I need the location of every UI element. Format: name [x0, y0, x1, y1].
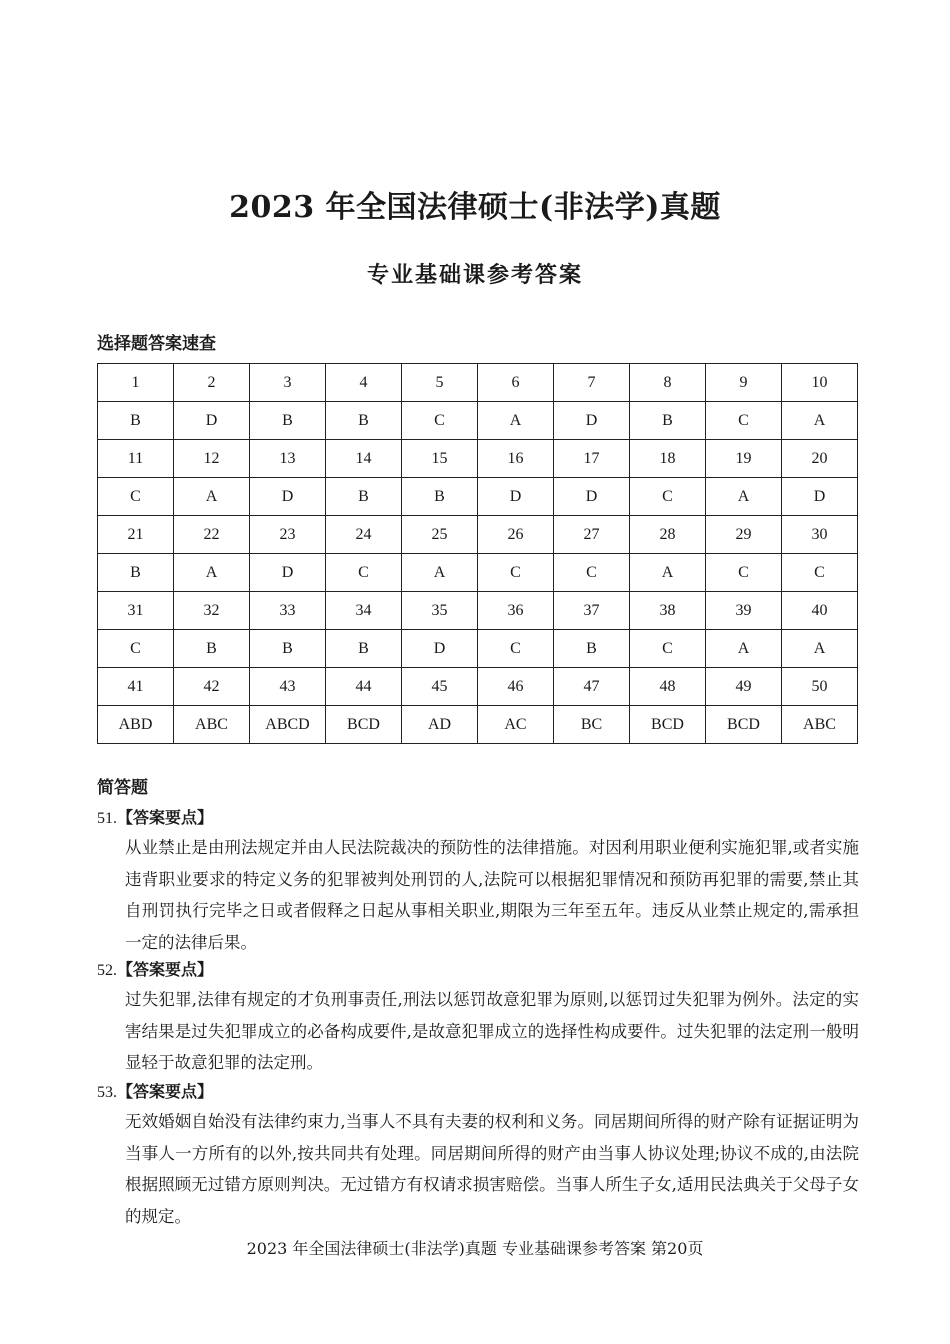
answer-cell: A — [174, 554, 250, 592]
question-number-cell: 42 — [174, 668, 250, 706]
page-subtitle: 专业基础课参考答案 — [366, 263, 583, 288]
question-number-cell: 41 — [98, 668, 174, 706]
question-number-cell: 1 — [98, 364, 174, 402]
answer-cell: D — [554, 402, 630, 440]
question-52 — [97, 956, 859, 1079]
answer-cell: B — [630, 402, 706, 440]
answer-cell: D — [554, 478, 630, 516]
answer-cell: B — [326, 630, 402, 668]
question-number-cell: 5 — [402, 364, 478, 402]
answer-cell: ABCD — [250, 706, 326, 744]
question-number: 51. — [97, 810, 117, 827]
question-number-cell: 6 — [478, 364, 554, 402]
question-number-cell: 38 — [630, 592, 706, 630]
answer-row — [98, 402, 858, 440]
answer-cell: C — [402, 402, 478, 440]
answer-points-tag: 【答案要点】 — [117, 960, 214, 979]
question-answer-text: 从业禁止是由刑法规定并由人民法院裁决的预防性的法律措施。对因利用职业便利实施犯罪,或者实施违背职业要求的特定义务的犯罪被判处刑罚的人,法院可以根据犯罪情况和预防再犯罪的需要,禁止其自刑罚执行完毕之日或者假释之日起从事相关职业,期限为三年至五年。违反从业禁止规定的,需承担一定的法律后果。 — [125, 838, 859, 952]
question-number-cell: 19 — [706, 440, 782, 478]
answer-cell: C — [98, 630, 174, 668]
question-51 — [97, 804, 859, 958]
question-number-cell: 11 — [98, 440, 174, 478]
question-number-cell: 46 — [478, 668, 554, 706]
page-title: 2023 年全国法律硕士(非法学)真题 — [229, 190, 721, 225]
answer-cell: B — [98, 402, 174, 440]
question-number-cell: 49 — [706, 668, 782, 706]
answer-cell: C — [478, 554, 554, 592]
question-number-cell: 15 — [402, 440, 478, 478]
answer-cell: A — [478, 402, 554, 440]
answer-cell: A — [782, 402, 858, 440]
question-number: 53. — [97, 1084, 117, 1101]
answer-cell: BCD — [630, 706, 706, 744]
question-number-row — [98, 516, 858, 554]
question-number-cell: 44 — [326, 668, 402, 706]
question-number-cell: 35 — [402, 592, 478, 630]
question-number-cell: 21 — [98, 516, 174, 554]
question-number-cell: 2 — [174, 364, 250, 402]
answer-cell: B — [98, 554, 174, 592]
answer-cell: ABD — [98, 706, 174, 744]
answer-cell: D — [402, 630, 478, 668]
question-number-cell: 43 — [250, 668, 326, 706]
question-number: 52. — [97, 962, 117, 979]
answer-cell: D — [782, 478, 858, 516]
answer-cell: C — [630, 630, 706, 668]
answer-cell: A — [630, 554, 706, 592]
question-53 — [97, 1078, 859, 1232]
question-number-cell: 24 — [326, 516, 402, 554]
answer-cell: C — [706, 402, 782, 440]
answer-row — [98, 554, 858, 592]
question-number-cell: 22 — [174, 516, 250, 554]
answer-points-tag: 【答案要点】 — [117, 808, 214, 827]
question-number-cell: 13 — [250, 440, 326, 478]
answer-cell: B — [326, 478, 402, 516]
question-number-cell: 29 — [706, 516, 782, 554]
question-number-cell: 37 — [554, 592, 630, 630]
answer-cell: BC — [554, 706, 630, 744]
answer-cell: ABC — [174, 706, 250, 744]
question-number-cell: 47 — [554, 668, 630, 706]
question-number-cell: 26 — [478, 516, 554, 554]
question-label — [97, 804, 859, 832]
question-number-row — [98, 440, 858, 478]
answer-cell: C — [554, 554, 630, 592]
question-number-cell: 16 — [478, 440, 554, 478]
answer-cell: B — [250, 630, 326, 668]
question-number-cell: 30 — [782, 516, 858, 554]
answer-cell: A — [706, 630, 782, 668]
question-label — [97, 1078, 859, 1106]
question-number-row — [98, 668, 858, 706]
answer-cell: B — [174, 630, 250, 668]
answer-cell: BCD — [706, 706, 782, 744]
answer-cell: A — [174, 478, 250, 516]
question-number-cell: 20 — [782, 440, 858, 478]
question-answer-text: 过失犯罪,法律有规定的才负刑事责任,刑法以惩罚故意犯罪为原则,以惩罚过失犯罪为例外。法定的实害结果是过失犯罪成立的必备构成要件,是故意犯罪成立的选择性构成要件。过失犯罪的法定刑一般明显轻于故意犯罪的法定刑。 — [125, 990, 859, 1072]
question-number-cell: 32 — [174, 592, 250, 630]
question-number-cell: 36 — [478, 592, 554, 630]
question-number-cell: 33 — [250, 592, 326, 630]
question-number-cell: 31 — [98, 592, 174, 630]
question-number-cell: 50 — [782, 668, 858, 706]
answer-cell: B — [402, 478, 478, 516]
question-number-cell: 14 — [326, 440, 402, 478]
question-number-cell: 28 — [630, 516, 706, 554]
answer-cell: AC — [478, 706, 554, 744]
question-number-cell: 12 — [174, 440, 250, 478]
answer-cell: D — [250, 478, 326, 516]
question-number-cell: 45 — [402, 668, 478, 706]
answer-row — [98, 706, 858, 744]
question-number-cell: 9 — [706, 364, 782, 402]
question-number-cell: 48 — [630, 668, 706, 706]
question-number-cell: 18 — [630, 440, 706, 478]
answer-cell: C — [326, 554, 402, 592]
answer-cell: C — [782, 554, 858, 592]
short-answer-section-heading: 简答题 — [97, 778, 148, 798]
answer-points-tag: 【答案要点】 — [117, 1082, 214, 1101]
question-number-cell: 23 — [250, 516, 326, 554]
answer-cell: C — [98, 478, 174, 516]
answer-cell: A — [402, 554, 478, 592]
page-footer: 2023 年全国法律硕士(非法学)真题 专业基础课参考答案 第20页 — [246, 1239, 704, 1258]
question-number-cell: 40 — [782, 592, 858, 630]
answer-cell: BCD — [326, 706, 402, 744]
question-number-cell: 39 — [706, 592, 782, 630]
answer-cell: D — [174, 402, 250, 440]
question-number-cell: 10 — [782, 364, 858, 402]
answer-cell: B — [554, 630, 630, 668]
question-number-cell: 27 — [554, 516, 630, 554]
answer-cell: A — [706, 478, 782, 516]
question-number-cell: 8 — [630, 364, 706, 402]
choice-section-heading: 选择题答案速查 — [97, 334, 216, 354]
answer-cell: ABC — [782, 706, 858, 744]
answer-cell: B — [326, 402, 402, 440]
answer-cell: AD — [402, 706, 478, 744]
question-answer-text: 无效婚姻自始没有法律约束力,当事人不具有夫妻的权利和义务。同居期间所得的财产除有证据证明为当事人一方所有的以外,按共同共有处理。同居期间所得的财产由当事人协议处理;协议不成的,由法院根据照顾无过错方原则判决。无过错方有权请求损害赔偿。当事人所生子女,适用民法典关于父母子女的规定。 — [125, 1112, 859, 1226]
question-number-cell: 34 — [326, 592, 402, 630]
answer-cell: C — [630, 478, 706, 516]
answer-cell: B — [250, 402, 326, 440]
answer-table — [97, 363, 858, 744]
answer-cell: D — [250, 554, 326, 592]
question-number-cell: 3 — [250, 364, 326, 402]
question-number-cell: 7 — [554, 364, 630, 402]
answer-cell: A — [782, 630, 858, 668]
answer-cell: C — [706, 554, 782, 592]
question-number-cell: 4 — [326, 364, 402, 402]
question-number-cell: 17 — [554, 440, 630, 478]
answer-cell: D — [478, 478, 554, 516]
question-number-cell: 25 — [402, 516, 478, 554]
answer-row — [98, 630, 858, 668]
question-label — [97, 956, 859, 984]
question-number-row — [98, 364, 858, 402]
answer-cell: C — [478, 630, 554, 668]
question-number-row — [98, 592, 858, 630]
answer-row — [98, 478, 858, 516]
